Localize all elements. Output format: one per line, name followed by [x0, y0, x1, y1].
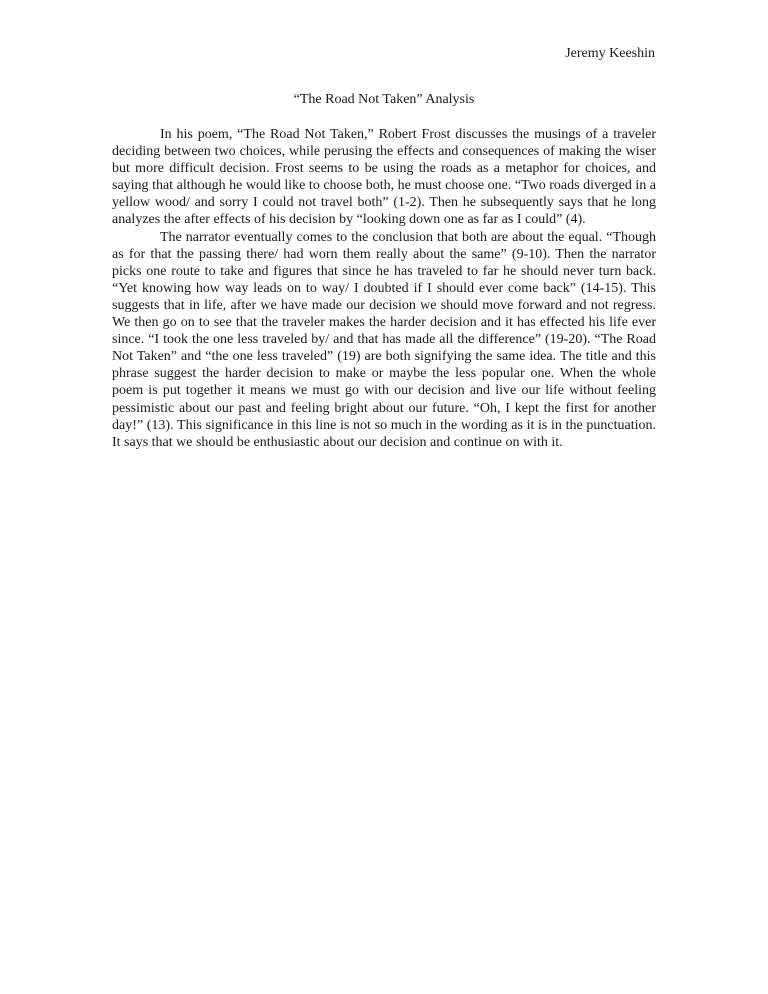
author-name: Jeremy Keeshin: [565, 46, 655, 61]
paragraph-2: The narrator eventually comes to the conclusion that both are about the equal. “Though as for that the passing there/ had worn them really about the same” (9-10). Then the narrator picks one route to take and figures that since he has traveled to far he should never turn back. “Yet knowing how way leads on to way/ I doubted if I should ever come back” (14-15). This suggests that in life, after we have made our decision we should move forward and not regress. We then go on to see that the traveler makes the harder decision and it has effected his life ever since. “I took the one less traveled by/ and that has made all the difference” (19-20). “The Road Not Taken” and “the one less traveled” (19) are both signifying the same idea. The title and this phrase suggest the harder decision to make or maybe the less popular one. When the whole poem is put together it means we must go with our decision and live our life without feeling pessimistic about our past and feeling bright about our future. “Oh, I kept the first for another day!” (13). This significance in this line is not so much in the wording as it is in the punctuation. It says that we should be enthusiastic about our decision and continue on with it.: [112, 229, 656, 450]
document-title: “The Road Not Taken” Analysis: [293, 92, 475, 107]
paragraph-1: In his poem, “The Road Not Taken,” Robert Frost discusses the musings of a traveler deciding between two choices, while perusing the effects and consequences of making the wiser but more difficult decision. Frost seems to be using the roads as a metaphor for choices, and saying that although he would like to choose both, he must choose one. “Two roads diverged in a yellow wood/ and sorry I could not travel both” (1-2). Then he subsequently says that he long analyzes the after effects of his decision by “looking down one as far as I could” (4).: [112, 127, 656, 228]
document-body: [112, 126, 656, 451]
